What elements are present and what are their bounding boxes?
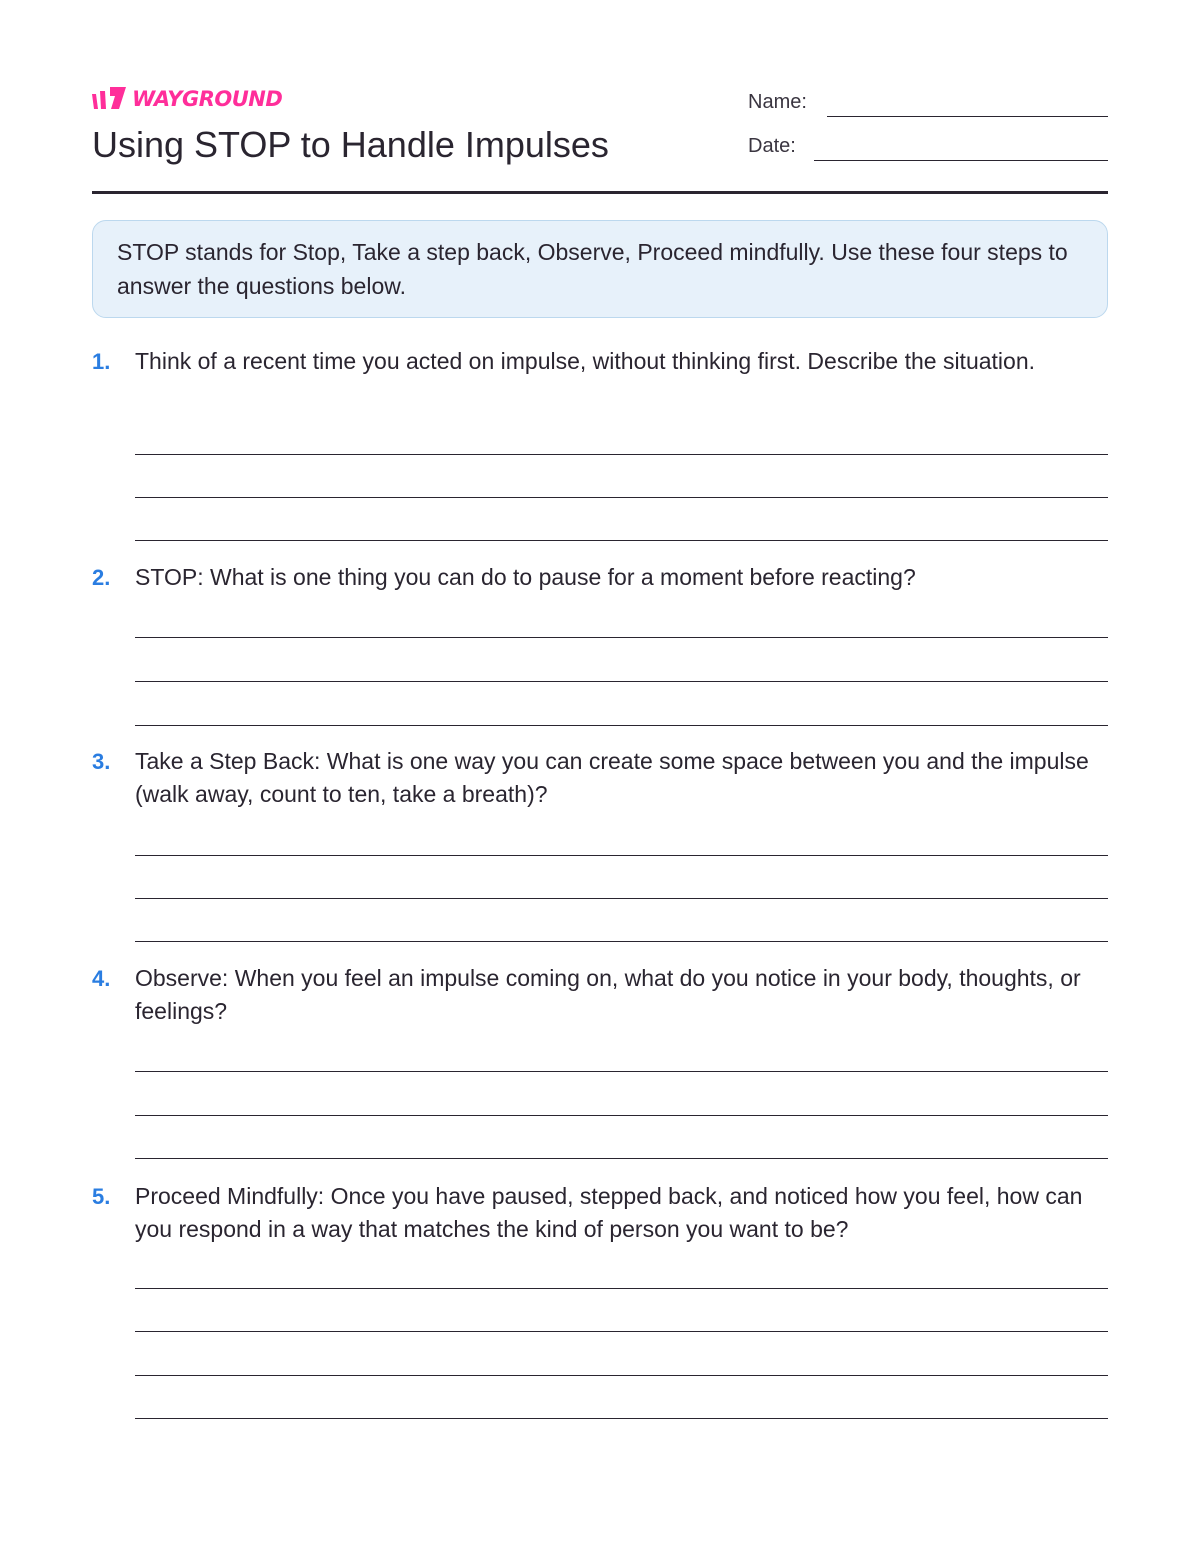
instructions-box [92,220,1108,318]
question-2-answer-line-1[interactable] [135,637,1108,638]
question-5-number: 5. [92,1184,111,1209]
question-1-answer-line-1[interactable] [135,454,1108,455]
question-3-answer-line-3[interactable] [135,941,1108,942]
question-5-answer-line-3[interactable] [135,1375,1108,1376]
question-2-text: STOP: What is one thing you can do to pause for a moment before reacting? [135,564,916,590]
brand-logo [92,86,282,112]
question-5-answer-line-2[interactable] [135,1331,1108,1332]
name-label: Name: [748,91,807,113]
question-4-answer-line-2[interactable] [135,1115,1108,1116]
date-field[interactable] [814,160,1108,161]
question-3-answer-line-1[interactable] [135,855,1108,856]
header-divider [92,191,1108,194]
question-3-number: 3. [92,749,111,774]
date-label: Date: [748,135,796,157]
question-1-answer-line-2[interactable] [135,497,1108,498]
question-2-answer-line-3[interactable] [135,725,1108,726]
question-5-answer-line-4[interactable] [135,1418,1108,1419]
brand-name: WAYGROUND [132,87,283,111]
question-5-answer-line-1[interactable] [135,1288,1108,1289]
question-4-text: Observe: When you feel an impulse coming on, what do you notice in your body, thoughts, or feelings? [135,965,1081,1024]
question-3-answer-line-2[interactable] [135,898,1108,899]
name-field[interactable] [827,116,1108,117]
question-4-number: 4. [92,966,111,991]
instructions-text: STOP stands for Stop, Take a step back, Observe, Proceed mindfully. Use these four steps to answer the questions below. [117,239,1068,299]
question-1-text: Think of a recent time you acted on impulse, without thinking first. Describe the situation. [135,348,1035,374]
question-2-answer-line-2[interactable] [135,681,1108,682]
page-title: Using STOP to Handle Impulses [92,124,609,165]
question-2-number: 2. [92,565,111,590]
question-3-text: Take a Step Back: What is one way you can create some space between you and the impulse (walk away, count to ten, take a breath)? [135,748,1089,807]
question-4-answer-line-3[interactable] [135,1158,1108,1159]
question-1-number: 1. [92,349,111,374]
question-1-answer-line-3[interactable] [135,540,1108,541]
wayground-logo-icon [92,87,126,111]
question-5-text: Proceed Mindfully: Once you have paused, stepped back, and noticed how you feel, how can you respond in a way that matches the kind of person you want to be? [135,1183,1083,1242]
question-4-answer-line-1[interactable] [135,1071,1108,1072]
